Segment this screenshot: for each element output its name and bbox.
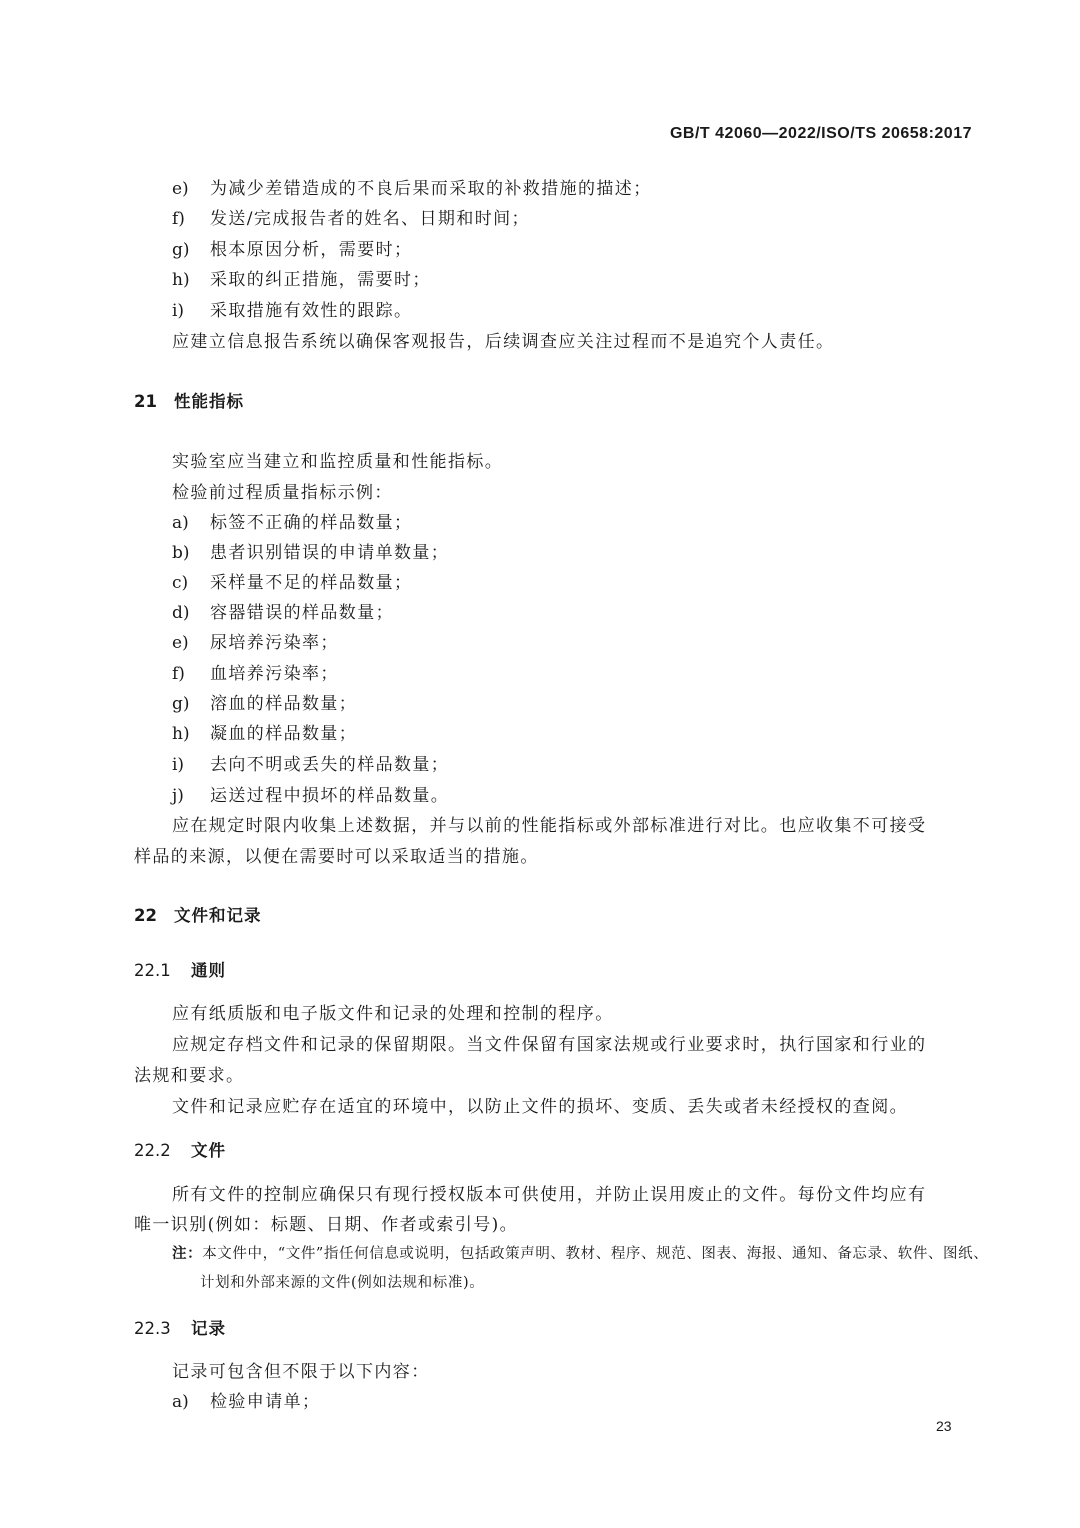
list-item (172, 785, 449, 807)
list-item (172, 178, 652, 200)
paragraph-continuation: 样品的来源，以便在需要时可以采取适当的措施。 (134, 847, 539, 867)
subsection-heading-22-1 (134, 960, 226, 982)
list-marker: a) (172, 513, 189, 533)
list-marker: e) (172, 633, 189, 653)
list-marker: i) (172, 301, 185, 321)
subsection-number: 22.1 (134, 961, 171, 980)
list-item (172, 602, 394, 624)
list-marker: h) (172, 270, 190, 290)
section-number: 22 (134, 906, 157, 925)
paragraph: 应规定存档文件和记录的保留期限。当文件保留有国家法规或行业要求时，执行国家和行业的 (172, 1035, 927, 1055)
list-text: 运送过程中损坏的样品数量。 (210, 786, 450, 806)
paragraph: 检验前过程质量指标示例： (172, 483, 393, 503)
paragraph: 应在规定时限内收集上述数据，并与以前的性能指标或外部标准进行对比。也应收集不可接受 (172, 816, 927, 836)
note (172, 1244, 988, 1264)
list-item (172, 632, 339, 654)
list-marker: f) (172, 209, 185, 229)
subsection-heading-22-2 (134, 1140, 226, 1162)
list-text: 检验申请单； (210, 1392, 321, 1412)
section-title: 文件和记录 (174, 906, 262, 925)
list-item (172, 300, 412, 322)
list-marker: f) (172, 664, 185, 684)
paragraph-continuation: 唯一识别(例如：标题、日期、作者或索引号)。 (134, 1215, 519, 1235)
paragraph-continuation: 法规和要求。 (134, 1066, 245, 1086)
list-marker: i) (172, 755, 185, 775)
paragraph: 文件和记录应贮存在适宜的环境中，以防止文件的损坏、变质、丢失或者未经授权的查阅。 (172, 1097, 908, 1117)
list-marker: b) (172, 543, 190, 563)
paragraph: 应有纸质版和电子版文件和记录的处理和控制的程序。 (172, 1004, 614, 1024)
paragraph: 所有文件的控制应确保只有现行授权版本可供使用，并防止误用废止的文件。每份文件均应有 (172, 1185, 927, 1205)
list-text: 标签不正确的样品数量； (210, 513, 413, 533)
paragraph: 记录可包含但不限于以下内容： (172, 1362, 430, 1382)
list-marker: g) (172, 694, 190, 714)
list-item (172, 693, 357, 715)
list-text: 采取的纠正措施，需要时； (210, 270, 431, 290)
list-marker: h) (172, 724, 190, 744)
list-item (172, 269, 431, 291)
list-marker: j) (172, 786, 184, 806)
list-item (172, 754, 449, 776)
paragraph: 应建立信息报告系统以确保客观报告，后续调查应关注过程而不是追究个人责任。 (172, 332, 835, 352)
note-label: 注： (172, 1245, 203, 1262)
list-item (172, 572, 412, 594)
list-marker: e) (172, 179, 189, 199)
subsection-number: 22.3 (134, 1319, 171, 1338)
list-item (172, 208, 530, 230)
list-item (172, 239, 412, 261)
list-text: 采样量不足的样品数量； (210, 573, 413, 593)
note-text: 本文件中，“文件”指任何信息或说明，包括政策声明、教材、程序、规范、图表、海报、通知、备忘录、软件、图纸、 (202, 1246, 989, 1262)
list-text: 根本原因分析，需要时； (210, 240, 413, 260)
paragraph: 实验室应当建立和监控质量和性能指标。 (172, 452, 504, 472)
section-title: 性能指标 (174, 392, 244, 411)
list-text: 血培养污染率； (210, 664, 339, 684)
list-marker: c) (172, 573, 189, 593)
subsection-title: 文件 (191, 1141, 226, 1160)
list-marker: d) (172, 603, 190, 623)
list-text: 采取措施有效性的跟踪。 (210, 301, 413, 321)
list-text: 溶血的样品数量； (210, 694, 358, 714)
list-text: 容器错误的样品数量； (210, 603, 394, 623)
list-text: 发送/完成报告者的姓名、日期和时间； (210, 209, 530, 229)
list-marker: a) (172, 1392, 189, 1412)
section-heading-21 (134, 391, 244, 413)
list-item (172, 542, 449, 564)
subsection-title: 通则 (191, 961, 226, 980)
list-item (172, 512, 412, 534)
subsection-title: 记录 (191, 1319, 226, 1338)
section-number: 21 (134, 392, 157, 411)
list-text: 患者识别错误的申请单数量； (210, 543, 450, 563)
list-text: 尿培养污染率； (210, 633, 339, 653)
list-item (172, 1391, 320, 1413)
subsection-heading-22-3 (134, 1318, 226, 1340)
page-number: 23 (936, 1418, 952, 1434)
list-marker: g) (172, 240, 190, 260)
list-item (172, 723, 357, 745)
subsection-number: 22.2 (134, 1141, 171, 1160)
list-text: 去向不明或丢失的样品数量； (210, 755, 450, 775)
list-text: 为减少差错造成的不良后果而采取的补救措施的描述； (210, 179, 652, 199)
section-heading-22 (134, 905, 262, 927)
list-item (172, 663, 339, 685)
standard-code-header: GB/T 42060—2022/ISO/TS 20658:2017 (669, 125, 972, 142)
list-text: 凝血的样品数量； (210, 724, 358, 744)
note-continuation: 计划和外部来源的文件(例如法规和标准)。 (200, 1275, 485, 1291)
